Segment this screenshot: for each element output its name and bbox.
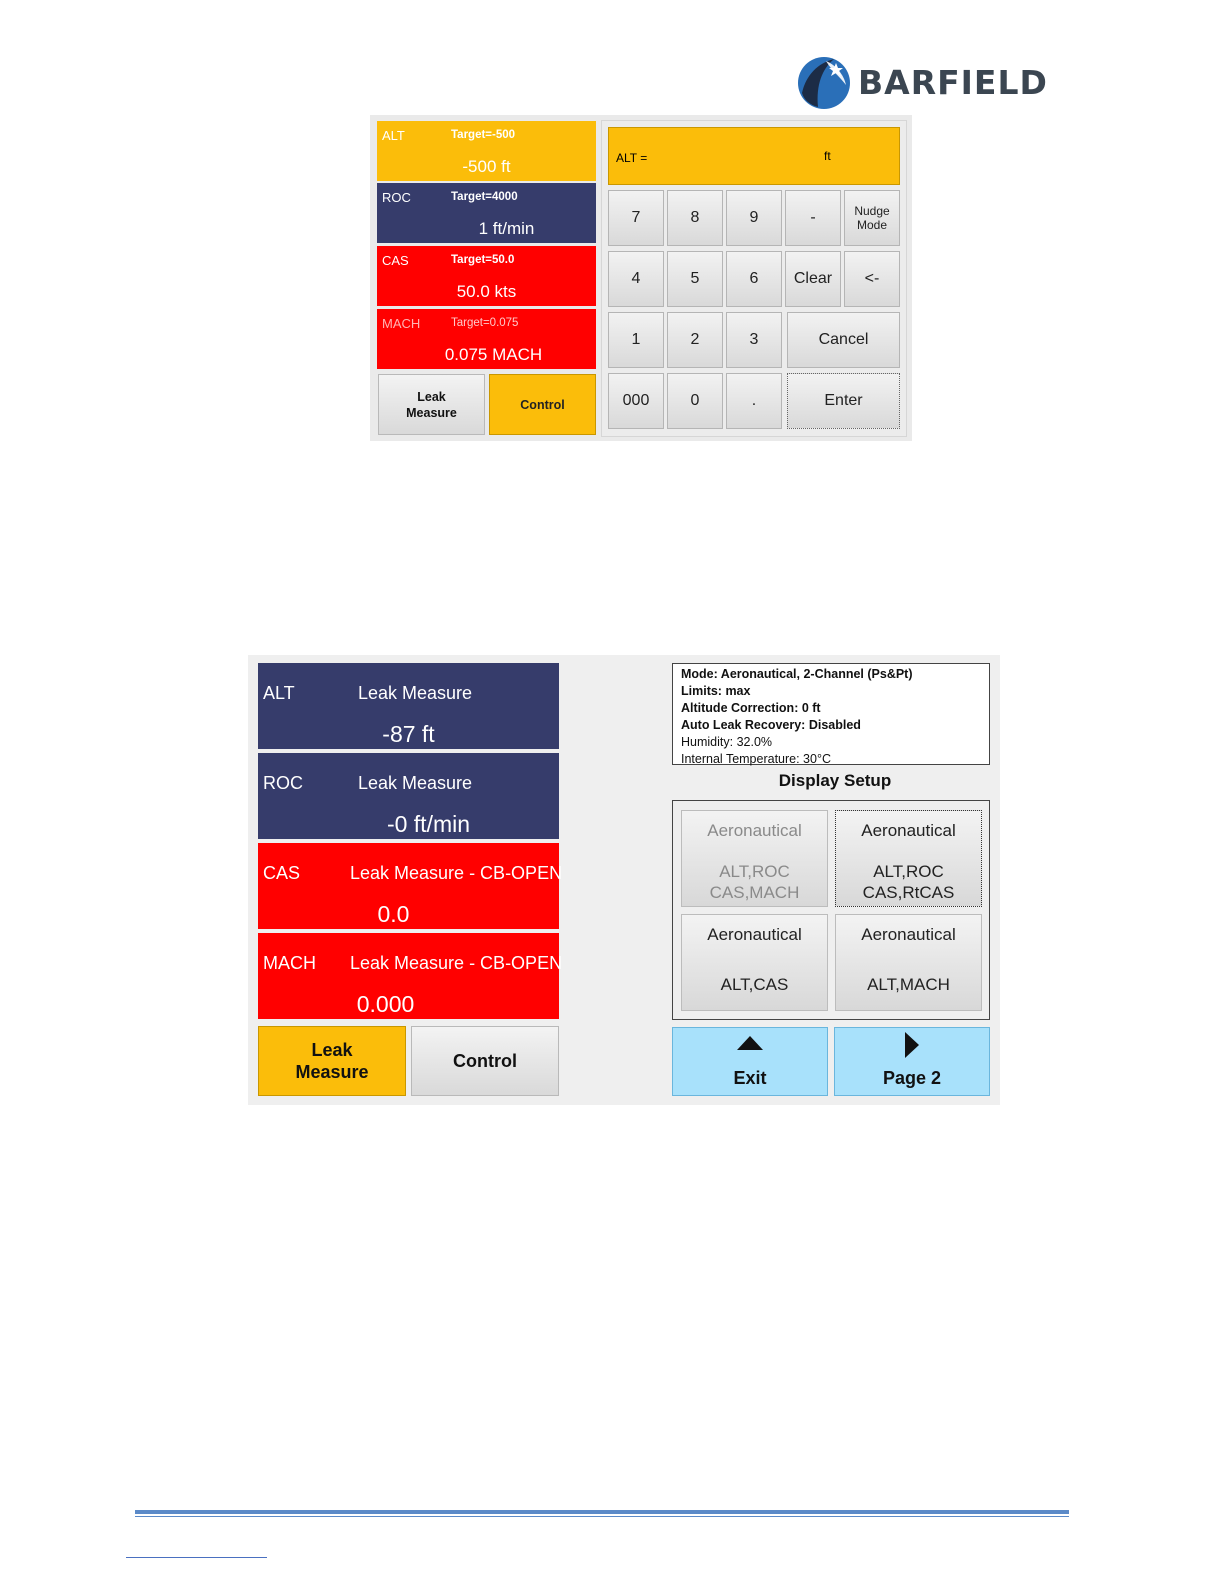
- footer-link-underline[interactable]: [126, 1557, 267, 1558]
- tile-status: Leak Measure - CB-OPEN: [350, 953, 563, 973]
- tile-status: Leak Measure: [358, 683, 473, 703]
- barfield-logo: [796, 55, 1066, 111]
- key-0[interactable]: 0: [667, 373, 723, 429]
- tile-target: Target=0.075: [451, 317, 519, 329]
- clear-button[interactable]: Clear: [785, 251, 841, 307]
- display-setup-panel: [672, 800, 990, 1020]
- leak-recovery-text: Auto Leak Recovery: Disabled: [681, 718, 861, 732]
- tile-label: ALT: [263, 683, 295, 703]
- status-info-box: [672, 663, 990, 765]
- key-7[interactable]: 7: [608, 190, 664, 246]
- control-button[interactable]: Control: [411, 1026, 559, 1096]
- tile-label: CAS: [263, 863, 301, 883]
- tile-status: Leak Measure - CB-OPEN: [350, 863, 563, 883]
- logo-text: BARFIELD: [858, 63, 1048, 102]
- mach-tile[interactable]: [377, 309, 596, 369]
- backspace-button[interactable]: <-: [844, 251, 900, 307]
- cas-tile[interactable]: [258, 843, 563, 929]
- enter-button[interactable]: Enter: [787, 373, 900, 429]
- key-4[interactable]: 4: [608, 251, 664, 307]
- control-screen: [370, 115, 912, 441]
- mach-tile[interactable]: [258, 933, 563, 1019]
- exit-label: Exit: [733, 1068, 767, 1088]
- key-9[interactable]: 9: [726, 190, 782, 246]
- altitude-correction-text: Altitude Correction: 0 ft: [681, 701, 821, 715]
- mode-text: Mode: Aeronautical, 2-Channel (Ps&Pt): [681, 667, 913, 681]
- display-option-alt-mach[interactable]: [835, 914, 982, 1011]
- tile-value: 0.075 MACH: [444, 345, 543, 364]
- limits-text: Limits: max: [681, 684, 751, 698]
- key-5[interactable]: 5: [667, 251, 723, 307]
- display-setup-title: Display Setup: [778, 771, 892, 790]
- entry-label: ALT =: [616, 151, 648, 165]
- option-title: Aeronautical: [707, 925, 802, 944]
- page-2-button[interactable]: [834, 1027, 990, 1096]
- alt-tile[interactable]: [377, 121, 596, 181]
- option-title: Aeronautical: [861, 821, 956, 840]
- roc-tile[interactable]: [258, 753, 559, 839]
- cas-tile[interactable]: [377, 246, 596, 306]
- tile-value: 50.0 kts: [456, 282, 517, 301]
- tile-status: Leak Measure: [358, 773, 473, 793]
- key-1[interactable]: 1: [608, 312, 664, 368]
- tile-target: Target=-500: [451, 129, 516, 141]
- page-2-label: Page 2: [882, 1068, 942, 1088]
- roc-tile[interactable]: [377, 183, 596, 243]
- key-2[interactable]: 2: [667, 312, 723, 368]
- tile-value: -0 ft/min: [386, 811, 471, 837]
- key-3[interactable]: 3: [726, 312, 782, 368]
- tile-label: MACH: [263, 953, 316, 973]
- tile-target: Target=50.0: [451, 254, 515, 266]
- tile-value: 0.000: [356, 991, 415, 1017]
- temperature-text: Internal Temperature: 30°C: [681, 752, 831, 766]
- key-minus[interactable]: -: [785, 190, 841, 246]
- alt-tile[interactable]: [258, 663, 559, 749]
- option-mode: ALT,CAS: [720, 975, 789, 994]
- exit-button[interactable]: [672, 1027, 828, 1096]
- option-title: Aeronautical: [861, 925, 956, 944]
- footer-rule-thin: [135, 1516, 1069, 1517]
- tile-value: 1 ft/min: [478, 219, 535, 238]
- leak-measure-button[interactable]: Leak Measure: [258, 1026, 406, 1096]
- tile-target: Target=4000: [451, 191, 518, 203]
- key-000[interactable]: 000: [608, 373, 664, 429]
- option-mode: ALT,ROC CAS,RtCAS: [862, 862, 955, 902]
- display-option-alt-cas[interactable]: [681, 914, 828, 1011]
- entry-unit: ft: [824, 149, 831, 163]
- key-decimal[interactable]: .: [726, 373, 782, 429]
- tile-value: -87 ft: [382, 721, 435, 747]
- display-option-alt-roc-cas-mach[interactable]: [681, 810, 828, 907]
- tile-label: ROC: [263, 773, 303, 793]
- tile-label: ROC: [382, 190, 411, 205]
- leak-measure-screen: [248, 655, 1000, 1105]
- tile-label: CAS: [382, 253, 409, 268]
- entry-display[interactable]: [608, 127, 900, 185]
- option-mode: ALT,ROC CAS,MACH: [709, 862, 800, 902]
- keypad-panel: [601, 120, 907, 437]
- option-mode: ALT,MACH: [867, 975, 950, 994]
- tile-label: MACH: [382, 316, 421, 331]
- footer-rule: [135, 1510, 1069, 1514]
- tile-label: ALT: [382, 128, 405, 143]
- display-option-alt-roc-cas-rtcas[interactable]: [835, 810, 982, 907]
- humidity-text: Humidity: 32.0%: [681, 735, 773, 749]
- tile-value: -500 ft: [462, 157, 511, 176]
- control-button[interactable]: Control: [489, 374, 596, 435]
- tile-value: 0.0: [377, 901, 410, 927]
- leak-measure-button[interactable]: Leak Measure: [378, 374, 485, 435]
- cancel-button[interactable]: Cancel: [787, 312, 900, 368]
- option-title: Aeronautical: [707, 821, 802, 840]
- barfield-globe-icon: [796, 55, 852, 111]
- key-8[interactable]: 8: [667, 190, 723, 246]
- channel-panel: [370, 115, 600, 441]
- nudge-mode-button[interactable]: Nudge Mode: [844, 190, 900, 246]
- up-arrow-icon: [673, 1036, 827, 1050]
- key-6[interactable]: 6: [726, 251, 782, 307]
- right-arrow-icon: [835, 1032, 989, 1058]
